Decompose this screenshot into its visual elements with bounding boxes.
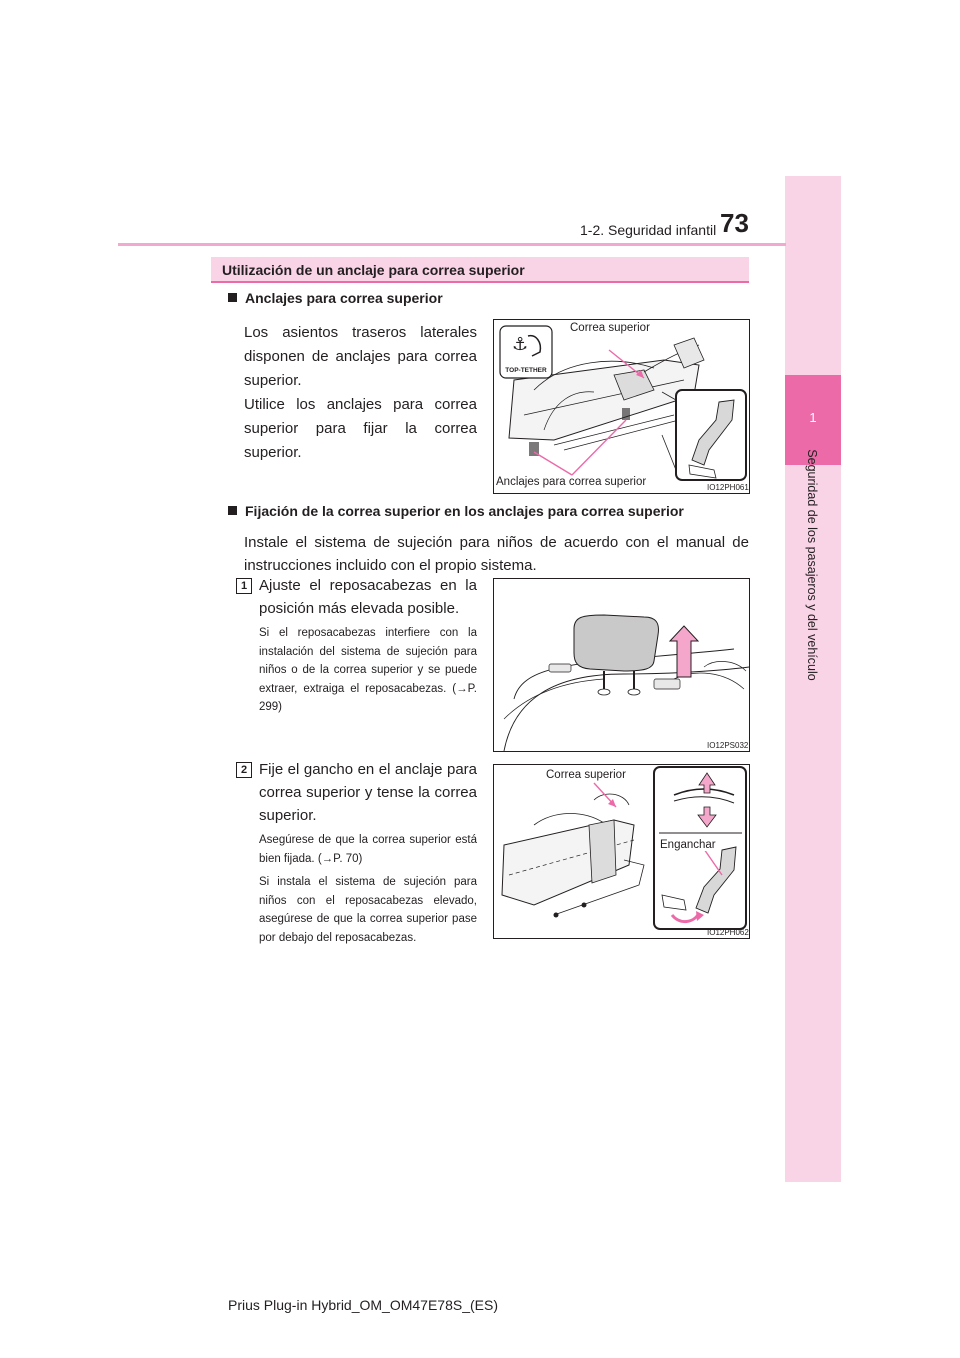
top-tether-badge-text: TOP-TETHER (505, 367, 547, 374)
callout-anchors: Anclajes para correa superior (496, 476, 647, 488)
subheading-attach-text: Fijación de la correa superior en los anclajes para correa superior (245, 503, 684, 519)
figure-code: IO12PH061 (707, 483, 749, 492)
header-rule (118, 243, 786, 246)
chapter-title: Seguridad de los pasajeros y del vehículo (805, 449, 819, 681)
figure-hook-strap (493, 764, 750, 939)
square-bullet-icon (228, 506, 237, 515)
figure-top-tether-anchors (493, 319, 750, 494)
chapter-number: 1 (809, 410, 817, 425)
anchors-paragraph-2: Utilice los anclajes para correa superior para fijar la correa superior. (244, 396, 477, 461)
step-1-instruction: Ajuste el reposacabezas en la posición más elevada posible. (259, 577, 477, 617)
page-number: 73 (720, 208, 749, 238)
step-2-note-2: Si instala el sistema de sujeción para niños con el reposacabezas elevado, asegúrese de que la correa superior pase por debajo del reposacabezas. (259, 876, 477, 944)
subheading-attach (228, 503, 684, 519)
section-title: Utilización de un anclaje para correa superior (222, 262, 525, 278)
step-1-note: Si el reposacabezas interfiere con la instalación del sistema de sujeción para niños o de la correa superior y se puede extraer, extraiga el reposacabezas. (→P. 299) (259, 627, 477, 713)
square-bullet-icon (228, 293, 237, 302)
step-number-2: 2 (236, 762, 252, 778)
attach-intro: Instale el sistema de sujeción para niños de acuerdo con el manual de instrucciones incluido con el propio sistema. (244, 534, 749, 574)
subheading-anchors-text: Anclajes para correa superior (245, 290, 443, 306)
anchors-paragraph-1: Los asientos traseros laterales disponen de anclajes para correa superior. (244, 324, 477, 389)
step-number-1: 1 (236, 578, 252, 594)
step-2-instruction: Fije el gancho en el anclaje para correa superior y tense la correa superior. (259, 761, 477, 824)
subheading-anchors (228, 290, 443, 306)
headrest-raise-illustration (494, 579, 749, 751)
step-2-note-1: Asegúrese de que la correa superior está bien fijada. (→P. 70) (259, 834, 477, 865)
callout-top-strap: Correa superior (546, 769, 626, 781)
figure-code: IO12PS032 (707, 741, 749, 750)
callout-top-strap: Correa superior (570, 322, 650, 334)
footer-document-id: Prius Plug-in Hybrid_OM_OM47E78S_(ES) (228, 1297, 498, 1313)
svg-text:⚓: ⚓ (512, 334, 529, 355)
hook-strap-illustration (494, 765, 749, 938)
figure-code: IO12PH062 (707, 928, 749, 937)
callout-hook: Enganchar (660, 839, 716, 851)
rear-seat-anchors-illustration (494, 320, 749, 493)
figure-headrest-raise (493, 578, 750, 752)
header-section-title: 1-2. Seguridad infantil (580, 222, 717, 238)
